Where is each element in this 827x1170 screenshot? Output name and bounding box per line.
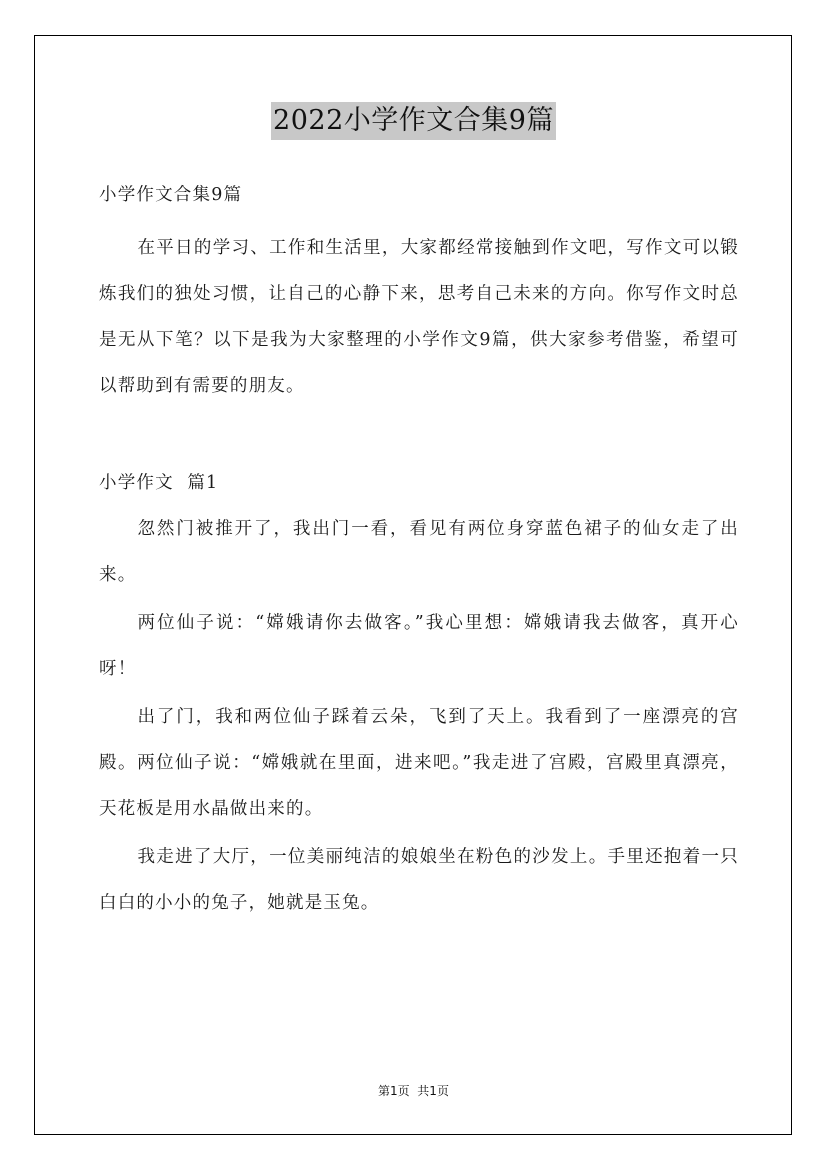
section-spacer — [99, 409, 739, 460]
page-number: 第1页 共1页 — [378, 1084, 449, 1098]
title-container — [0, 102, 827, 140]
section-heading: 小学作文 篇1 — [99, 473, 219, 493]
document-subtitle: 小学作文合集9篇 — [99, 185, 243, 205]
body-paragraph-3: 出了门，我和两位仙子踩着云朵，飞到了天上。我看到了一座漂亮的宫殿。两位仙子说：“嫦娥就在里面，进来吧。”我走进了宫殿，宫殿里真漂亮，天花板是用水晶做出来的。 — [99, 707, 739, 819]
document-body — [99, 172, 739, 926]
body-paragraph-2: 两位仙子说：“嫦娥请你去做客。”我心里想：嫦娥请我去做客，真开心呀！ — [99, 613, 739, 679]
body-paragraph-1: 忽然门被推开了，我出门一看，看见有两位身穿蓝色裙子的仙女走了出来。 — [99, 519, 739, 585]
page-footer — [0, 1082, 827, 1099]
body-paragraph-4: 我走进了大厅，一位美丽纯洁的娘娘坐在粉色的沙发上。手里还抱着一只白白的小小的兔子，她就是玉兔。 — [99, 847, 739, 913]
document-title: 2022小学作文合集9篇 — [271, 102, 556, 140]
intro-paragraph: 在平日的学习、工作和生活里，大家都经常接触到作文吧，写作文可以锻炼我们的独处习惯，让自己的心静下来，思考自己未来的方向。你写作文时总是无从下笔？以下是我为大家整理的小学作文9篇，供大家参考借鉴，希望可以帮助到有需要的朋友。 — [99, 238, 739, 396]
